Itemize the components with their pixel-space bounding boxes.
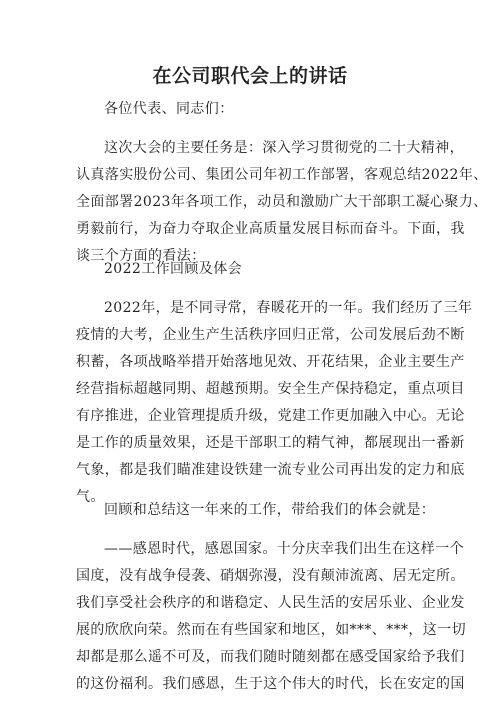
text-line: 全面部署2023年各项工作，动员和激励广大干部职工凝心聚力、 bbox=[76, 194, 488, 210]
text-line: 积蓄，各项战略举措开始落地见效、开花结果，企业主要生产 bbox=[76, 354, 465, 370]
text-line: 的这份福利。我们感恩，生于这个伟大的时代，长在安定的国 bbox=[76, 676, 465, 692]
text-line: 回顾和总结这一年来的工作，带给我们的体会就是： bbox=[104, 502, 436, 518]
text-line: 认真落实股份公司、集团公司年初工作部署，客观总结2022年、 bbox=[76, 167, 488, 183]
text-line: 疫情的大考，企业生产生活秩序回归正常，公司发展后劲不断 bbox=[76, 327, 465, 343]
paragraph-gratitude bbox=[76, 536, 466, 698]
text-line: 这次大会的主要任务是：深入学习贯彻党的二十大精神， bbox=[104, 140, 464, 156]
text-line: 2022工作回顾及体会 bbox=[104, 261, 243, 277]
text-line: 各位代表、同志们： bbox=[104, 101, 234, 117]
paragraph-salutation bbox=[76, 96, 433, 123]
text-line: 勇毅前行，为奋力夺取企业高质量发展目标而奋斗。下面，我 bbox=[76, 221, 465, 237]
text-line: 是工作的质量效果，还是干部职工的精气神，都展现出一番新 bbox=[76, 435, 465, 451]
text-line: ——感恩时代，感恩国家。十分庆幸我们出生在这样一个 bbox=[104, 541, 464, 557]
text-line: 经营指标超越同期、超越预期。安全生产保持稳定，重点项目 bbox=[76, 381, 465, 397]
document-title: 在公司职代会上的讲话 bbox=[152, 65, 348, 87]
section-heading bbox=[76, 256, 433, 283]
text-line: 气象，都是我们瞄准建设铁建一流专业公司再出发的定力和底 bbox=[76, 462, 465, 478]
text-line: 2022年，是不同寻常，春暖花开的一年。我们经历了三年 bbox=[104, 300, 473, 316]
text-line: 我们享受社会秩序的和谐稳定、人民生活的安居乐业、企业发 bbox=[76, 595, 465, 611]
text-line: 国度，没有战争侵袭、硝烟弥漫，没有颠沛流离、居无定所。 bbox=[76, 568, 465, 584]
text-line: 气。 bbox=[76, 489, 105, 505]
text-line: 谈三个方面的看法： bbox=[76, 248, 206, 264]
paragraph-intro bbox=[76, 135, 488, 270]
text-line: 有序推进，企业管理提质升级，党建工作更加融入中心。无论 bbox=[76, 408, 465, 424]
paragraph-review bbox=[76, 295, 473, 511]
text-line: 却都是那么遥不可及，而我们随时随刻都在感受国家给予我们 bbox=[76, 649, 465, 665]
text-line: 展的欣欣向荣。然而在有些国家和地区，如***、***，这一切 bbox=[76, 622, 466, 638]
paragraph-summary-lead bbox=[76, 497, 436, 524]
